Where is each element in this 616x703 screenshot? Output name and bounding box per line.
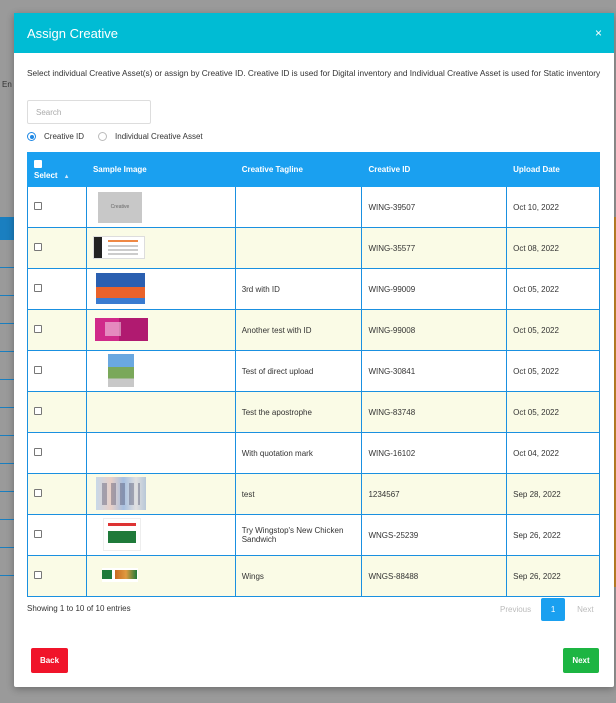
- table-row[interactable]: [28, 228, 600, 269]
- background-table: [0, 240, 14, 590]
- creative-placeholder-thumbnail: Creative: [98, 192, 142, 223]
- tagline-cell: With quotation mark: [235, 433, 362, 474]
- select-cell: [28, 392, 87, 433]
- tagline-cell: Test of direct upload: [235, 351, 362, 392]
- select-cell: [28, 433, 87, 474]
- radio-individual-asset[interactable]: [98, 132, 107, 141]
- table-row[interactable]: [28, 351, 600, 392]
- upload-date-cell: Oct 10, 2022: [507, 187, 600, 228]
- row-checkbox[interactable]: [34, 366, 42, 374]
- web-screenshot-thumbnail: [93, 236, 145, 259]
- row-checkbox[interactable]: [34, 407, 42, 415]
- sort-arrow-icon[interactable]: ▲: [63, 173, 70, 180]
- sample-image-cell: [86, 556, 235, 597]
- sample-image-cell: [86, 515, 235, 556]
- pagination-next[interactable]: Next: [577, 605, 594, 614]
- upload-date-cell: Oct 05, 2022: [507, 310, 600, 351]
- tagline-cell: [235, 187, 362, 228]
- creative-id-cell: 1234567: [362, 474, 507, 515]
- radio-individual-asset-label[interactable]: Individual Creative Asset: [115, 132, 203, 141]
- table-header-row: [28, 153, 600, 187]
- search-input[interactable]: [27, 100, 151, 124]
- row-checkbox[interactable]: [34, 243, 42, 251]
- upload-date-cell: Oct 05, 2022: [507, 392, 600, 433]
- table-row[interactable]: [28, 474, 600, 515]
- billboard-thumbnail: [96, 273, 145, 304]
- sample-image-cell: [86, 228, 235, 269]
- row-checkbox[interactable]: [34, 325, 42, 333]
- modal-header: [14, 13, 614, 53]
- sample-image-cell: [86, 269, 235, 310]
- tagline-cell: [235, 228, 362, 269]
- sample-image-cell: [86, 310, 235, 351]
- table-row[interactable]: [28, 310, 600, 351]
- select-all-checkbox[interactable]: [34, 160, 42, 168]
- creative-table: [27, 152, 600, 597]
- creative-id-cell: WING-99009: [362, 269, 507, 310]
- modal-description: Select individual Creative Asset(s) or assign by Creative ID. Creative ID is used for Digital inventory and Individual Creative Asset is used for Static inventory: [27, 68, 601, 78]
- row-checkbox[interactable]: [34, 489, 42, 497]
- background-strip: [0, 217, 14, 241]
- header-select[interactable]: [28, 153, 87, 187]
- sample-image-cell: [86, 351, 235, 392]
- upload-date-cell: Sep 26, 2022: [507, 556, 600, 597]
- back-button[interactable]: Back: [31, 648, 68, 673]
- sample-image-cell: [86, 187, 235, 228]
- creative-id-cell: WING-39507: [362, 187, 507, 228]
- sample-image-cell: [86, 474, 235, 515]
- radio-creative-id[interactable]: [27, 132, 36, 141]
- close-icon[interactable]: ×: [594, 26, 602, 40]
- creative-id-cell: WING-83748: [362, 392, 507, 433]
- table-row[interactable]: [28, 187, 600, 228]
- tagline-cell: Wings: [235, 556, 362, 597]
- table-row[interactable]: [28, 556, 600, 597]
- tagline-cell: Try Wingstop's New Chicken Sandwich: [235, 515, 362, 556]
- table-row[interactable]: [28, 269, 600, 310]
- creative-id-cell: WING-30841: [362, 351, 507, 392]
- pink-banner-thumbnail: [95, 318, 148, 341]
- sample-image-cell: [86, 392, 235, 433]
- creative-id-cell: WING-16102: [362, 433, 507, 474]
- select-cell: [28, 474, 87, 515]
- row-checkbox[interactable]: [34, 571, 42, 579]
- row-checkbox[interactable]: [34, 202, 42, 210]
- creative-id-cell: WNGS-25239: [362, 515, 507, 556]
- creative-id-cell: WING-35577: [362, 228, 507, 269]
- select-cell: [28, 310, 87, 351]
- radio-creative-id-label[interactable]: Creative ID: [44, 132, 85, 141]
- tagline-cell: Test the apostrophe: [235, 392, 362, 433]
- select-cell: [28, 228, 87, 269]
- wings-banner-thumbnail: [102, 568, 138, 582]
- upload-date-cell: Oct 05, 2022: [507, 269, 600, 310]
- upload-date-cell: Oct 04, 2022: [507, 433, 600, 474]
- background-label: En: [2, 80, 12, 89]
- tagline-cell: 3rd with ID: [235, 269, 362, 310]
- tagline-cell: Another test with ID: [235, 310, 362, 351]
- modal-title: Assign Creative: [27, 25, 119, 41]
- creative-id-cell: WING-99008: [362, 310, 507, 351]
- select-cell: [28, 515, 87, 556]
- select-cell: [28, 187, 87, 228]
- row-checkbox[interactable]: [34, 448, 42, 456]
- street-photo-thumbnail: [108, 354, 134, 387]
- assign-creative-modal: [14, 13, 614, 687]
- people-photo-thumbnail: [96, 477, 146, 510]
- upload-date-cell: Sep 28, 2022: [507, 474, 600, 515]
- header-sample-image[interactable]: Sample Image: [86, 153, 235, 187]
- header-creative-id[interactable]: Creative ID: [362, 153, 507, 187]
- entries-info: Showing 1 to 10 of 10 entries: [27, 604, 131, 613]
- select-cell: [28, 351, 87, 392]
- table-row[interactable]: [28, 392, 600, 433]
- next-button[interactable]: Next: [563, 648, 599, 673]
- pagination-page-1[interactable]: 1: [541, 598, 565, 621]
- header-select-label: Select: [34, 170, 58, 180]
- creative-id-cell: WNGS-88488: [362, 556, 507, 597]
- select-cell: [28, 269, 87, 310]
- assign-mode-radio-group: [27, 132, 217, 141]
- wingstop-ad-thumbnail: [103, 518, 141, 551]
- sample-image-cell: [86, 433, 235, 474]
- row-checkbox[interactable]: [34, 530, 42, 538]
- row-checkbox[interactable]: [34, 284, 42, 292]
- upload-date-cell: Sep 26, 2022: [507, 515, 600, 556]
- pagination-previous[interactable]: Previous: [500, 605, 532, 614]
- tagline-cell: test: [235, 474, 362, 515]
- table-row[interactable]: [28, 515, 600, 556]
- upload-date-cell: Oct 08, 2022: [507, 228, 600, 269]
- pagination: [500, 598, 594, 621]
- upload-date-cell: Oct 05, 2022: [507, 351, 600, 392]
- table-row[interactable]: [28, 433, 600, 474]
- header-upload-date[interactable]: Upload Date: [507, 153, 600, 187]
- header-tagline[interactable]: Creative Tagline: [235, 153, 362, 187]
- select-cell: [28, 556, 87, 597]
